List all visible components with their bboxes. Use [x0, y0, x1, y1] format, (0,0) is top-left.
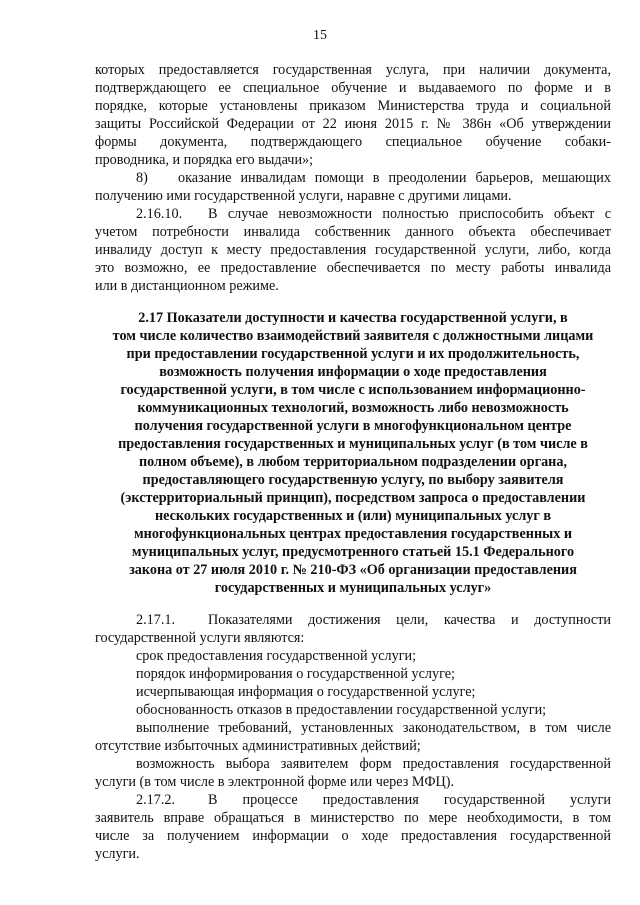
section-heading: (экстерриториальный принцип), посредством запроса о предоставлении — [120, 490, 586, 506]
body-line: числе за получением информации о ходе предоставления государственной — [95, 828, 611, 844]
body-line: В случае невозможности полностью приспособить объект с — [208, 206, 611, 222]
body-line: защиты Российской Федерации от 22 июня 2015 г. № 386н «Об утверждении — [95, 116, 611, 132]
page-number: 15 — [313, 28, 327, 43]
list-item: исчерпывающая информация о государственной услуге; — [136, 684, 476, 700]
section-heading: предоставляющего государственную услугу, по выбору заявителя — [142, 472, 564, 488]
section-heading: закона от 27 июля 2010 г. № 210-ФЗ «Об организации предоставления — [129, 562, 577, 578]
body-line: получению ими государственной услуги, наравне с другими лицами. — [95, 188, 512, 204]
section-heading: получения государственной услуги в многофункциональном центре — [134, 418, 572, 434]
section-heading: 2.17 Показатели доступности и качества государственной услуги, в — [138, 310, 568, 326]
paragraph-number: 2.17.1. — [136, 612, 176, 628]
body-line: В процессе предоставления государственной услуги — [208, 792, 611, 808]
section-heading: многофункциональных центрах предоставления государственных и — [133, 526, 573, 542]
body-line: заявитель вправе обращаться в министерство по мере необходимости, в том — [95, 810, 611, 826]
section-heading: возможность получения информации о ходе предоставления — [159, 364, 547, 380]
section-heading: государственных и муниципальных услуг» — [214, 580, 492, 596]
section-heading: государственной услуги, в том числе с использованием информационно- — [120, 382, 586, 398]
section-heading: при предоставлении государственной услуги и их продолжительность, — [126, 346, 580, 362]
body-line: это возможно, ее предоставление обеспечивается по месту работы инвалида — [95, 260, 611, 276]
body-line: Показателями достижения цели, качества и доступности — [208, 612, 611, 628]
body-line: услуги. — [95, 846, 140, 862]
body-line: или в дистанционном режиме. — [95, 278, 279, 294]
body-line: отсутствие избыточных административных действий; — [95, 738, 421, 754]
body-line: государственной услуги являются: — [95, 630, 305, 646]
body-line: инвалиду доступ к месту предоставления государственной услуги, либо, когда — [95, 242, 611, 258]
section-heading: коммуникационных технологий, возможность либо невозможность — [137, 400, 569, 416]
list-item: порядок информирования о государственной услуге; — [136, 666, 455, 682]
list-item: обоснованность отказов в предоставлении государственной услуги; — [136, 702, 547, 718]
list-item: возможность выбора заявителем форм предоставления государственной — [136, 756, 611, 772]
section-heading: том числе количество взаимодействий заявителя с должностными лицами — [112, 328, 594, 344]
body-line: порядке, которые установлены приказом Министерства труда и социальной — [95, 98, 611, 114]
body-line: оказание инвалидам помощи в преодолении барьеров, мешающих — [178, 170, 611, 186]
paragraph-number: 2.17.2. — [136, 792, 176, 808]
list-item: срок предоставления государственной услуги; — [136, 648, 417, 664]
paragraph-number: 2.16.10. — [136, 206, 183, 222]
section-heading: нескольких государственных и (или) муниципальных услуг в — [154, 508, 552, 524]
section-heading: предоставления государственных и муниципальных услуг (в том числе в — [118, 436, 588, 452]
body-line: подтверждающего ее специальное обучение и выдаваемого по форме и в — [95, 80, 611, 96]
body-line: формы документа, подтверждающего специальное обучение собаки- — [95, 134, 611, 150]
section-heading: муниципальных услуг, предусмотренного статьей 15.1 Федерального — [131, 544, 575, 560]
list-number: 8) — [136, 170, 148, 186]
body-line: учетом потребности инвалида собственник данного объекта обеспечивает — [95, 224, 611, 240]
body-line: услуги (в том числе в электронной форме или через МФЦ). — [95, 774, 455, 790]
body-line: которых предоставляется государственная услуга, при наличии документа, — [95, 62, 611, 78]
body-line: проводника, и порядка его выдачи»; — [95, 152, 314, 168]
list-item: выполнение требований, установленных законодательством, в том числе — [136, 720, 611, 736]
section-heading: полном объеме), в любом территориальном подразделении органа, — [138, 454, 568, 470]
